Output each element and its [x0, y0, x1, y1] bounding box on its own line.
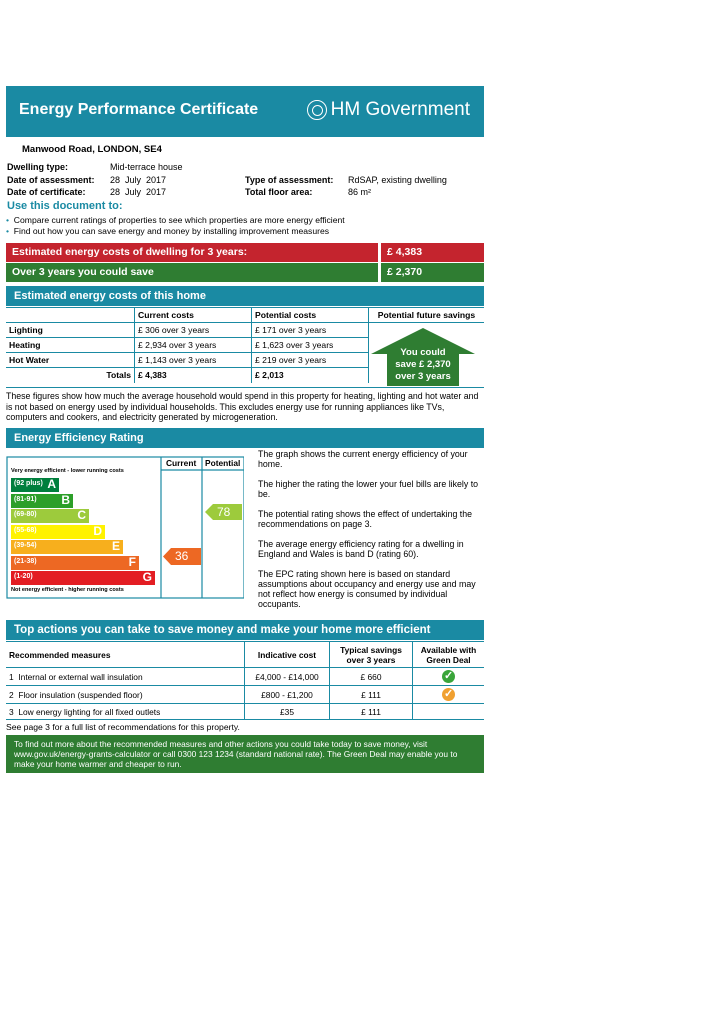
- rating-band-d: [11, 525, 105, 539]
- dwelling-type-label: Dwelling type:: [7, 162, 69, 172]
- estimated-cost-value: £ 4,383: [381, 243, 484, 262]
- rating-paragraph: The potential rating shows the effect of undertaking the recommendations on page 3.: [258, 509, 473, 529]
- table-row: 3 Low energy lighting for all fixed outlets £35 £ 111: [6, 704, 484, 720]
- col-current-costs: Current costs: [135, 308, 252, 323]
- property-address: Manwood Road, LONDON, SE4: [22, 144, 162, 155]
- floor-area-value: 86 m²: [348, 187, 372, 197]
- savings-line-2: save £ 2,370: [395, 359, 451, 370]
- assessment-date-value: 28 July 2017: [110, 175, 167, 185]
- rating-top-note: Very energy efficient - lower running costs: [11, 468, 124, 474]
- costs-note: These figures show how much the average household would spend in this property for heating, lighting and hot water and is not based on energy used by individual households. This excludes energy use for running appliances like TVs, computers and cookers, and electricity generated by microgeneration.: [6, 391, 479, 422]
- current-rating-value: 36: [175, 549, 189, 563]
- table-row: 1 Internal or external wall insulation £4,000 - £14,000 £ 660 ✓: [6, 668, 484, 686]
- gov-label: HM Government: [330, 99, 470, 120]
- col-recommended-measures: Recommended measures: [6, 642, 245, 668]
- recommendations-note: See page 3 for a full list of recommendations for this property.: [6, 722, 240, 732]
- savings-line-3: over 3 years: [395, 371, 451, 382]
- rating-band-a: [11, 478, 59, 492]
- use-document-heading: Use this document to:: [7, 200, 123, 212]
- rating-chart: [6, 456, 244, 598]
- rating-paragraph: The graph shows the current energy efficiency of your home.: [258, 449, 468, 469]
- band-range: (1-20): [14, 573, 33, 580]
- rating-paragraph: The higher the rating the lower your fuel bills are likely to be.: [258, 479, 479, 499]
- band-letter: A: [47, 477, 56, 491]
- band-letter: F: [128, 554, 136, 569]
- band-range: (39-54): [14, 542, 37, 549]
- costs-table-bottom-rule: [6, 387, 484, 388]
- band-letter: G: [142, 570, 152, 584]
- table-row: 2 Floor insulation (suspended floor) £800 - £1,200 £ 111 ✓: [6, 686, 484, 704]
- savings-arrow: [371, 328, 475, 386]
- band-range: (55-68): [14, 526, 37, 534]
- green-deal-tick-icon: [442, 688, 455, 701]
- band-letter: E: [111, 539, 120, 553]
- savings-value: £ 2,370: [381, 263, 484, 282]
- col-indicative-cost: Indicative cost: [245, 642, 330, 668]
- certificate-date-value: 28 July 2017: [110, 187, 167, 197]
- savings-line-1: You could: [400, 347, 446, 358]
- col-typical-savings: Typical savings over 3 years: [330, 642, 413, 668]
- certificate-date-label: Date of certificate:: [7, 187, 86, 197]
- band-letter: C: [77, 508, 86, 522]
- col-green-deal: Available with Green Deal: [413, 642, 485, 668]
- potential-rating-marker: [205, 504, 242, 522]
- table-row: Lighting £ 306 over 3 years £ 171 over 3 years: [6, 323, 484, 338]
- band-range: (92 plus): [14, 480, 43, 487]
- actions-table: [6, 641, 484, 720]
- list-item: • Compare current ratings of properties to see which properties are more energy efficient: [6, 215, 345, 225]
- floor-area-label: Total floor area:: [245, 187, 313, 197]
- green-deal-tick-icon: [442, 670, 455, 683]
- rating-explanation: [258, 449, 484, 609]
- rating-band-g: [11, 571, 155, 585]
- band-range: (21-38): [14, 557, 37, 565]
- assessment-type-value: RdSAP, existing dwelling: [348, 175, 447, 185]
- rating-heading: Energy Efficiency Rating: [6, 428, 484, 448]
- rating-paragraph: The EPC rating shown here is based on standard assumptions about occupancy and energy use and may not reflect how energy is consumed by individual occupants.: [258, 569, 476, 609]
- epc-header: [6, 86, 484, 137]
- rating-bottom-note: Not energy efficient - higher running costs: [11, 587, 124, 593]
- rating-band-e: [11, 540, 123, 554]
- rating-paragraph: The average energy efficiency rating for a dwelling in England and Wales is band D (rating 60).: [258, 539, 464, 559]
- rating-band-f: [11, 556, 139, 570]
- assessment-date-label: Date of assessment:: [7, 175, 95, 185]
- costs-heading: Estimated energy costs of this home: [6, 286, 484, 306]
- rating-col-potential: Potential: [205, 458, 241, 468]
- assessment-type-label: Type of assessment:: [245, 175, 334, 185]
- col-future-savings: Potential future savings: [369, 308, 485, 323]
- dwelling-type-value: Mid-terrace house: [110, 162, 183, 172]
- rating-col-current: Current: [166, 458, 197, 468]
- actions-heading: Top actions you can take to save money and make your home more efficient: [6, 620, 484, 640]
- band-letter: B: [61, 492, 70, 507]
- list-item: • Find out how you can save energy and money by installing improvement measures: [6, 226, 330, 236]
- crest-icon: [307, 100, 327, 120]
- costs-col-blank: [6, 308, 135, 323]
- rating-band-c: [11, 509, 89, 523]
- totals-row: Totals £ 4,383 £ 2,013: [6, 368, 484, 383]
- table-row: Heating £ 2,934 over 3 years £ 1,623 over 3 years: [6, 338, 484, 353]
- band-range: (69-80): [14, 511, 37, 518]
- use-document-list: [6, 215, 486, 236]
- current-rating-marker: [163, 548, 201, 567]
- green-deal-info-box: To find out more about the recommended measures and other actions you could take today to save money, visit www.gov.uk/energy-grants-calculator or call 0300 123 1234 (standard national rate). The Green Deal may enable you to make your home warmer and cheaper to run.: [6, 735, 484, 773]
- table-row: Hot Water £ 1,143 over 3 years £ 219 over 3 years: [6, 353, 484, 368]
- band-range: (81-91): [14, 495, 37, 503]
- col-potential-costs: Potential costs: [252, 308, 369, 323]
- band-letter: D: [93, 523, 102, 538]
- hm-government-logo: [307, 99, 470, 121]
- page-title: Energy Performance Certificate: [19, 101, 259, 118]
- potential-rating-value: 78: [217, 505, 231, 519]
- rating-band-b: [11, 494, 73, 508]
